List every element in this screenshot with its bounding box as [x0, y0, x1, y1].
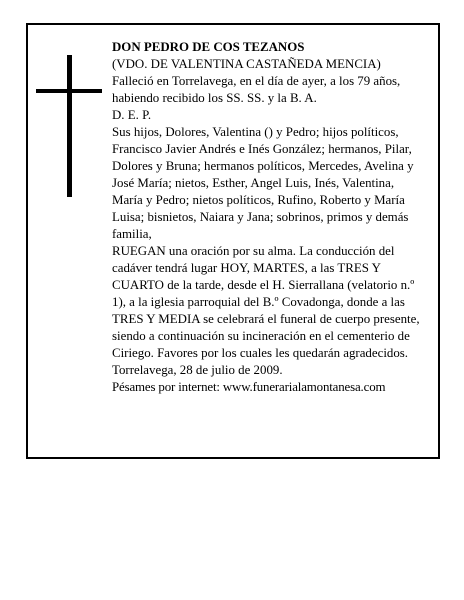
cross-vertical-bar [67, 55, 72, 197]
dep-line: D. E. P. [112, 108, 152, 122]
funeral-request: RUEGAN una oración por su alma. La conducción del cadáver tendrá lugar HOY, MARTES, a las TRES Y CUARTO de la tarde, desde el H. Sierrallana (velatorio n.º 1), a la iglesia parroquial del B.º Covadonga, donde a las TRES Y MEDIA se celebrará el funeral de cuerpo presente, siendo a continuación su incineración en el cementerio de Ciriego. Favores por los cuales les quedarán agradecidos. [112, 244, 420, 360]
condolences-web: Pésames por internet: www.funerarialamontanesa.com [112, 380, 386, 394]
death-notice: Falleció en Torrelavega, en el día de ayer, a los 79 años, habiendo recibido los SS. SS. y la B. A. [112, 74, 401, 105]
family-list: Sus hijos, Dolores, Valentina () y Pedro; hijos políticos, Francisco Javier Andrés e Inés González; hermanos, Pilar, Dolores y Bruna; hermanos políticos, Mercedes, Avelina y José María; nietos, Esther, Angel Luis, Inés, Valentina, María y Pedro; nietos políticos, Rufino, Roberto y María Luisa; bisnietos, Naiara y Jana; sobrinos, primos y demás familia, [112, 125, 414, 241]
cross-icon [36, 55, 102, 197]
widow-of-line: (VDO. DE VALENTINA CASTAÑEDA MENCIA) [112, 57, 381, 71]
deceased-name: DON PEDRO DE COS TEZANOS [112, 40, 305, 54]
cross-horizontal-bar [36, 89, 102, 93]
place-date: Torrelavega, 28 de julio de 2009. [112, 363, 283, 377]
obituary-text [112, 39, 428, 396]
